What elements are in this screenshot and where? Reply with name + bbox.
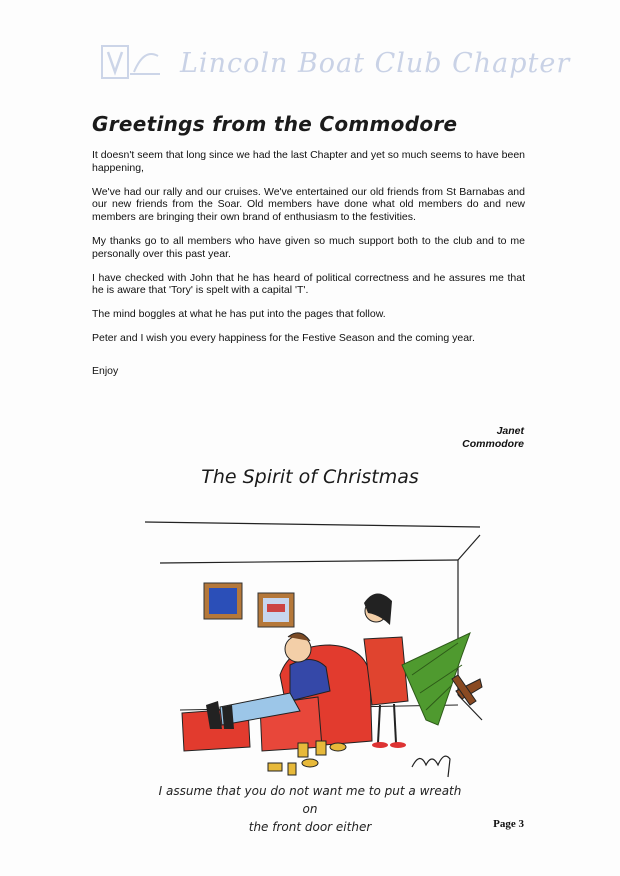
signature-name: Janet	[496, 425, 524, 437]
article-title: Greetings from the Commodore	[92, 112, 458, 136]
paragraph: We've had our rally and our cruises. We've entertained our old friends from St Barnabas and our new friends from the Soar. Old members have done what old members do and new members are bringing their own brand of enthusiasm to the festivities.	[92, 185, 525, 223]
paragraph: I have checked with John that he has heard of political correctness and he assures me that he is aware that 'Tory' is spelt with a capital 'T'.	[92, 271, 525, 297]
caption-line: I assume that you do not want me to put a wreath on	[158, 784, 462, 816]
signature	[462, 425, 524, 451]
cartoon-caption	[150, 782, 470, 836]
masthead	[100, 40, 571, 88]
page-number: Page 3	[493, 818, 524, 830]
paragraph: It doesn't seem that long since we had the last Chapter and yet so much seems to have been happening,	[92, 149, 525, 174]
article-body	[92, 149, 525, 389]
paragraph: My thanks go to all members who have given so much support both to the club and to me personally over this past year.	[92, 234, 525, 260]
paragraph: Enjoy	[92, 365, 119, 378]
feature-title: The Spirit of Christmas	[201, 466, 419, 488]
paragraph: The mind boggles at what he has put into the pages that follow.	[92, 308, 386, 321]
masthead-title: Lincoln Boat Club Chapter	[180, 48, 571, 79]
caption-line: the front door either	[248, 820, 372, 834]
paragraph: Peter and I wish you every happiness for the Festive Season and the coming year.	[92, 332, 475, 345]
club-logo	[100, 42, 162, 82]
christmas-cartoon	[140, 515, 490, 785]
signature-role: Commodore	[462, 438, 524, 450]
